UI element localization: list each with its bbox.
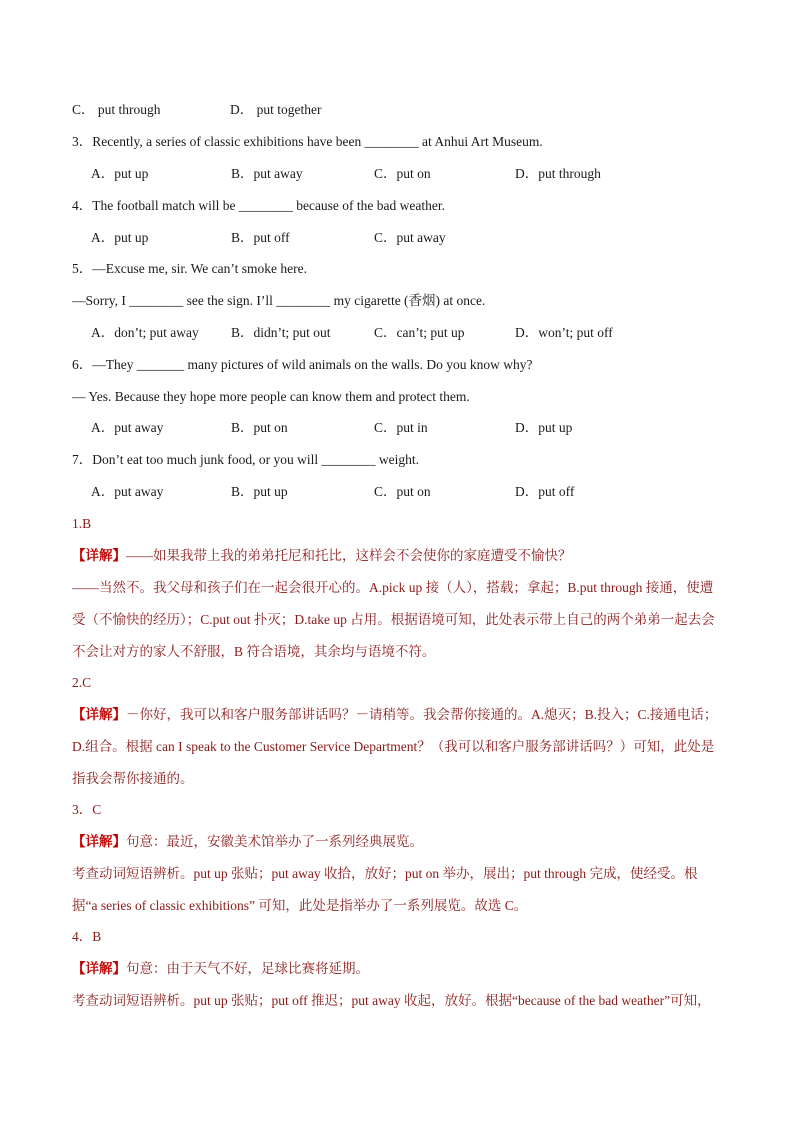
q7-option-b: B．put up — [231, 484, 288, 499]
q5-stem-1: 5．—Excuse me, sir. We can’t smoke here. — [72, 261, 307, 276]
q3-option-d: D．put through — [515, 166, 601, 181]
q4-option-b: B．put off — [231, 230, 290, 245]
answer-4-explanation — [72, 953, 722, 1017]
q5-option-b: B．didn’t; put out — [231, 325, 331, 340]
q6-stem-1: 6．—They _______ many pictures of wild animals on the walls. Do you know why? — [72, 357, 533, 372]
q6-option-b: B．put on — [231, 420, 288, 435]
q7-option-a: A．put away — [91, 484, 164, 499]
answer-4-key: 4．B — [72, 929, 102, 944]
q3-option-a: A．put up — [91, 166, 149, 181]
q5-stem-2: —Sorry, I ________ see the sign. I’ll ________ my cigarette (香烟) at once. — [72, 293, 486, 308]
answer-2-tag: 【详解】 — [72, 707, 126, 722]
q2-option-d: D． put together — [230, 102, 322, 117]
q3-option-b: B．put away — [231, 166, 303, 181]
q6-stem-2: — Yes. Because they hope more people can know them and protect them. — [72, 389, 470, 404]
answer-3-text: 句意：最近，安徽美术馆举办了一系列经典展览。 — [126, 834, 423, 849]
q4-stem: 4．The football match will be ________ because of the bad weather. — [72, 198, 446, 213]
answer-1-explanation — [72, 540, 722, 668]
answer-4-text: 句意：由于天气不好，足球比赛将延期。 — [126, 961, 369, 976]
answer-2-key: 2.C — [72, 675, 92, 690]
q2-option-c: C． put through — [72, 102, 161, 117]
answer-1-text-2: ——当然不。我父母和孩子们在一起会很开心的。A.pick up 接（人），搭载；拿起；B.put through 接通，使遭受（不愉快的经历）；C.put out 扑灭；D.take up 占用。根据语境可知，此处表示带上自己的两个弟弟一起去会不会让对方的家人不舒服，B 符合语境，其余均与语境不符。 — [72, 580, 715, 659]
answer-4-text-2: 考查动词短语辨析。put up 张贴；put off 推迟；put away 收起，放好。根据“because of the bad weather”可知， — [72, 993, 711, 1008]
q7-stem: 7．Don’t eat too much junk food, or you will ________ weight. — [72, 452, 419, 467]
q4-option-a: A．put up — [91, 230, 149, 245]
answer-2-text: －你好，我可以和客户服务部讲话吗？－请稍等。我会帮你接通的。A.熄灭；B.投入；C.接通电话；D.组合。根据 can I speak to the Customer Service Department？（我可以和客户服务部讲话吗？）可知，此处是指我会帮你接通的。 — [72, 707, 718, 786]
answer-3-text-2: 考查动词短语辨析。put up 张贴；put away 收拾，放好；put on 举办，展出；put through 完成，使经受。根据“a series of classic exhibitions” 可知，此处是指举办了一系列展览。故选 C。 — [72, 866, 698, 913]
answer-1-key: 1.B — [72, 516, 92, 531]
q3-stem: 3．Recently, a series of classic exhibitions have been ________ at Anhui Art Museum. — [72, 134, 543, 149]
answer-1-tag: 【详解】 — [72, 548, 126, 563]
q5-option-d: D．won’t; put off — [515, 325, 613, 340]
answer-3-explanation — [72, 826, 722, 922]
q7-option-c: C．put on — [374, 484, 431, 499]
answer-4-tag: 【详解】 — [72, 961, 126, 976]
q7-option-d: D．put off — [515, 484, 575, 499]
answer-2-explanation — [72, 699, 722, 795]
answer-3-key: 3．C — [72, 802, 102, 817]
answer-1-text: ——如果我带上我的弟弟托尼和托比，这样会不会使你的家庭遭受不愉快？ — [126, 548, 572, 563]
q6-option-a: A．put away — [91, 420, 164, 435]
q5-option-a: A．don’t; put away — [91, 325, 199, 340]
q6-option-d: D．put up — [515, 420, 573, 435]
q3-option-c: C．put on — [374, 166, 431, 181]
q4-option-c: C．put away — [374, 230, 446, 245]
q5-option-c: C．can’t; put up — [374, 325, 465, 340]
answer-3-tag: 【详解】 — [72, 834, 126, 849]
q6-option-c: C．put in — [374, 420, 428, 435]
